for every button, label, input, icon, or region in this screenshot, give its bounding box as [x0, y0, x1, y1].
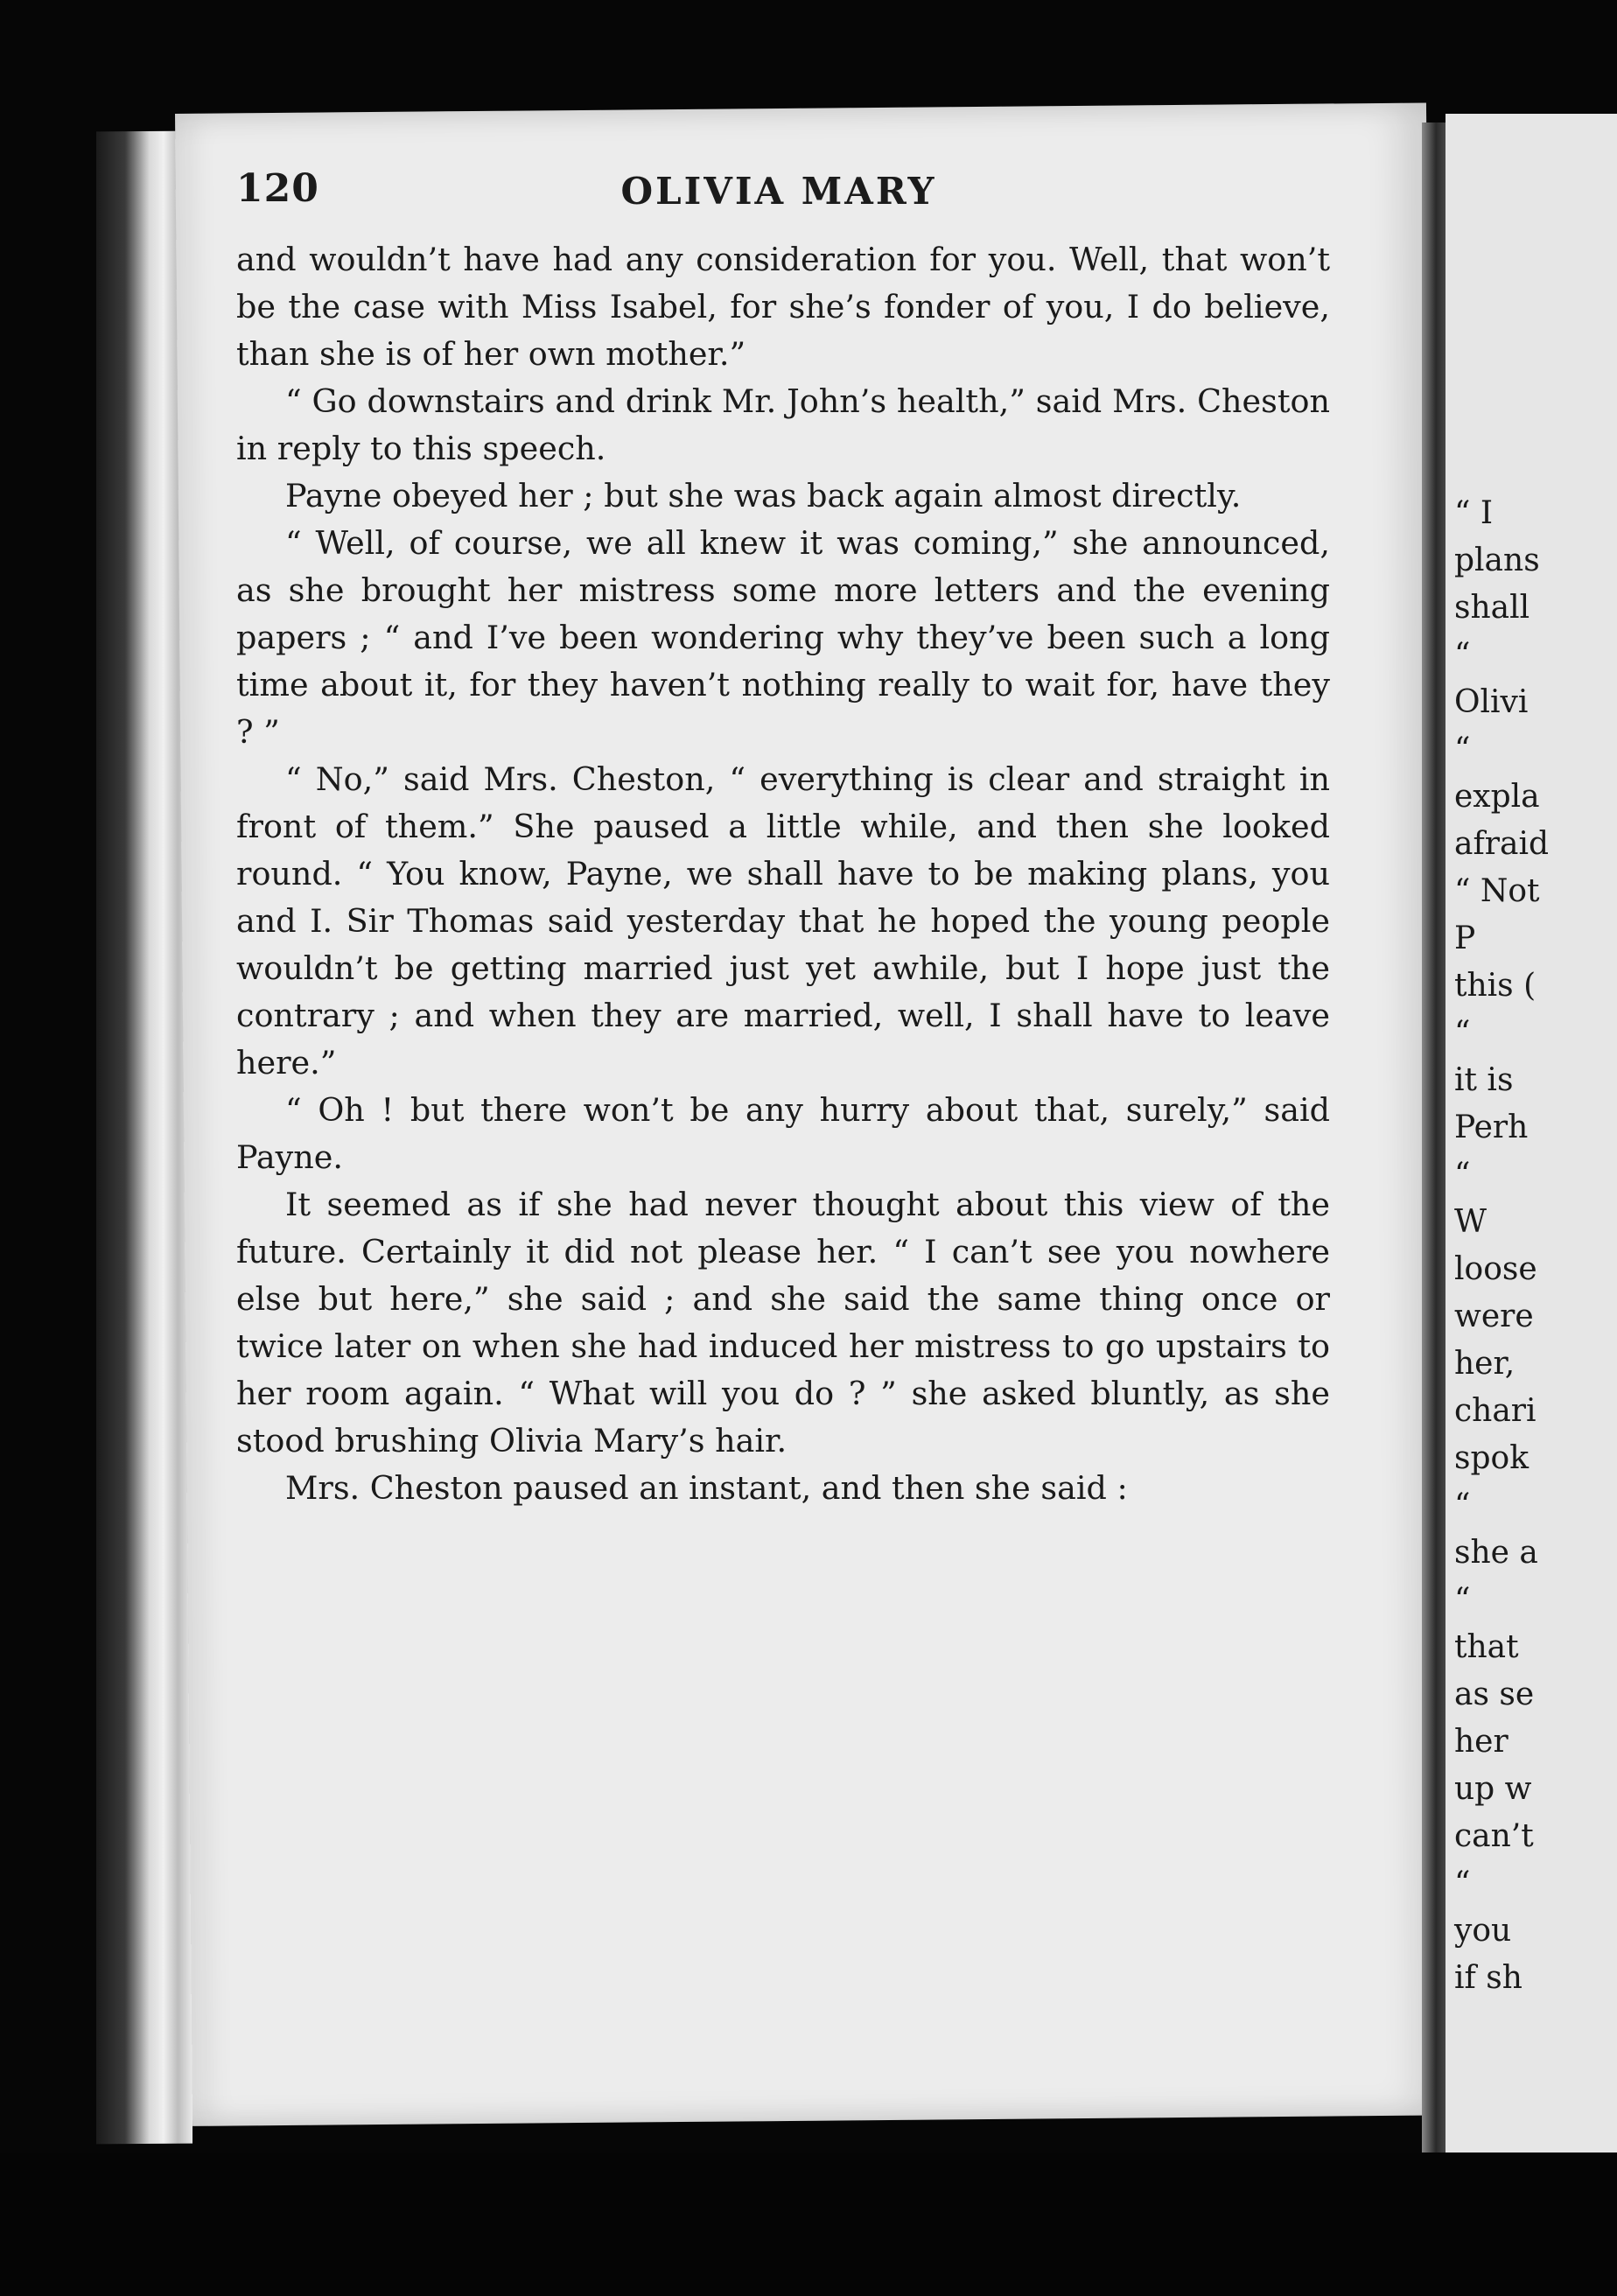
facing-page-text	[1454, 490, 1617, 2002]
facing-line: “	[1454, 1582, 1471, 1618]
paragraph: Mrs. Cheston paused an instant, and then she said :	[285, 1469, 1128, 1507]
paragraph: “ Oh ! but there won’t be any hurry about that, surely,” said Payne.	[236, 1091, 1330, 1176]
paragraph: “ Go downstairs and drink Mr. John’s health,” said Mrs. Cheston in reply to this speech.	[236, 382, 1330, 467]
facing-line: “	[1454, 1866, 1471, 1901]
facing-line: you	[1454, 1913, 1512, 1949]
paragraph: It seemed as if she had never thought about this view of the future. Certainly it did not please her. “ I can’t see you nowhere else but here,” she said ; and she said the same thing once or twice later on when she had induced her mistress to go upstairs to her room again. “ What will you do ? ” she asked bluntly, as she stood brushing Olivia Mary’s hair.	[236, 1186, 1330, 1460]
facing-line: up w	[1454, 1771, 1532, 1807]
facing-line: “	[1454, 732, 1471, 767]
page-header	[236, 158, 1321, 228]
facing-line: plans	[1454, 542, 1540, 578]
facing-line: “	[1454, 637, 1471, 673]
facing-line: shall	[1454, 590, 1530, 626]
running-title: OLIVIA MARY	[620, 170, 937, 213]
facing-line: it is	[1454, 1062, 1514, 1098]
paragraph: “ No,” said Mrs. Cheston, “ everything is clear and straight in front of them.” She paused a little while, and then she looked round. “ You know, Payne, we shall have to be making plans, you and I. Sir Thomas said yesterday that he hoped the young people wouldn’t be getting married just yet awhile, but I hope just the contrary ; and when they are married, well, I shall have to leave here.”	[236, 760, 1330, 1082]
facing-line: spok	[1454, 1440, 1530, 1476]
page-number: 120	[236, 166, 319, 211]
facing-page	[1446, 114, 1617, 2152]
facing-line: P	[1454, 920, 1476, 956]
facing-line: Olivi	[1454, 684, 1529, 720]
facing-line: “ Not	[1454, 873, 1540, 909]
facing-line: Perh	[1454, 1110, 1529, 1145]
facing-line: were	[1454, 1298, 1534, 1334]
paragraph: Payne obeyed her ; but she was back again almost directly.	[285, 477, 1242, 514]
facing-line: W	[1454, 1204, 1488, 1240]
page-body	[236, 236, 1330, 1512]
facing-line: this (	[1454, 968, 1536, 1004]
facing-line: she a	[1454, 1535, 1538, 1571]
facing-line: her,	[1454, 1346, 1516, 1382]
facing-line: “	[1454, 1157, 1471, 1193]
paragraph: “ Well, of course, we all knew it was coming,” she announced, as she brought her mistress some more letters and the evening papers ; “ and I’ve been wondering why they’ve been such a long time about it, for they haven’t nothing really to wait for, have they ? ”	[236, 524, 1330, 751]
facing-line: “	[1454, 1488, 1471, 1523]
facing-line: that	[1454, 1629, 1519, 1665]
facing-line: her	[1454, 1724, 1508, 1760]
facing-line: if sh	[1454, 1960, 1522, 1996]
facing-line: “	[1454, 1015, 1471, 1051]
paragraph: and wouldn’t have had any consideration for you. Well, that won’t be the case with Miss Isabel, for she’s fonder of you, I do believe, than she is of her own mother.”	[236, 241, 1330, 373]
facing-line: can’t	[1454, 1818, 1534, 1854]
facing-line: chari	[1454, 1393, 1536, 1429]
scan-bottom-border	[0, 2152, 1617, 2296]
facing-line: loose	[1454, 1251, 1537, 1287]
facing-line: afraid	[1454, 826, 1550, 862]
facing-line: expla	[1454, 779, 1540, 815]
facing-line: “ I	[1454, 495, 1494, 531]
facing-line: as se	[1454, 1676, 1535, 1712]
